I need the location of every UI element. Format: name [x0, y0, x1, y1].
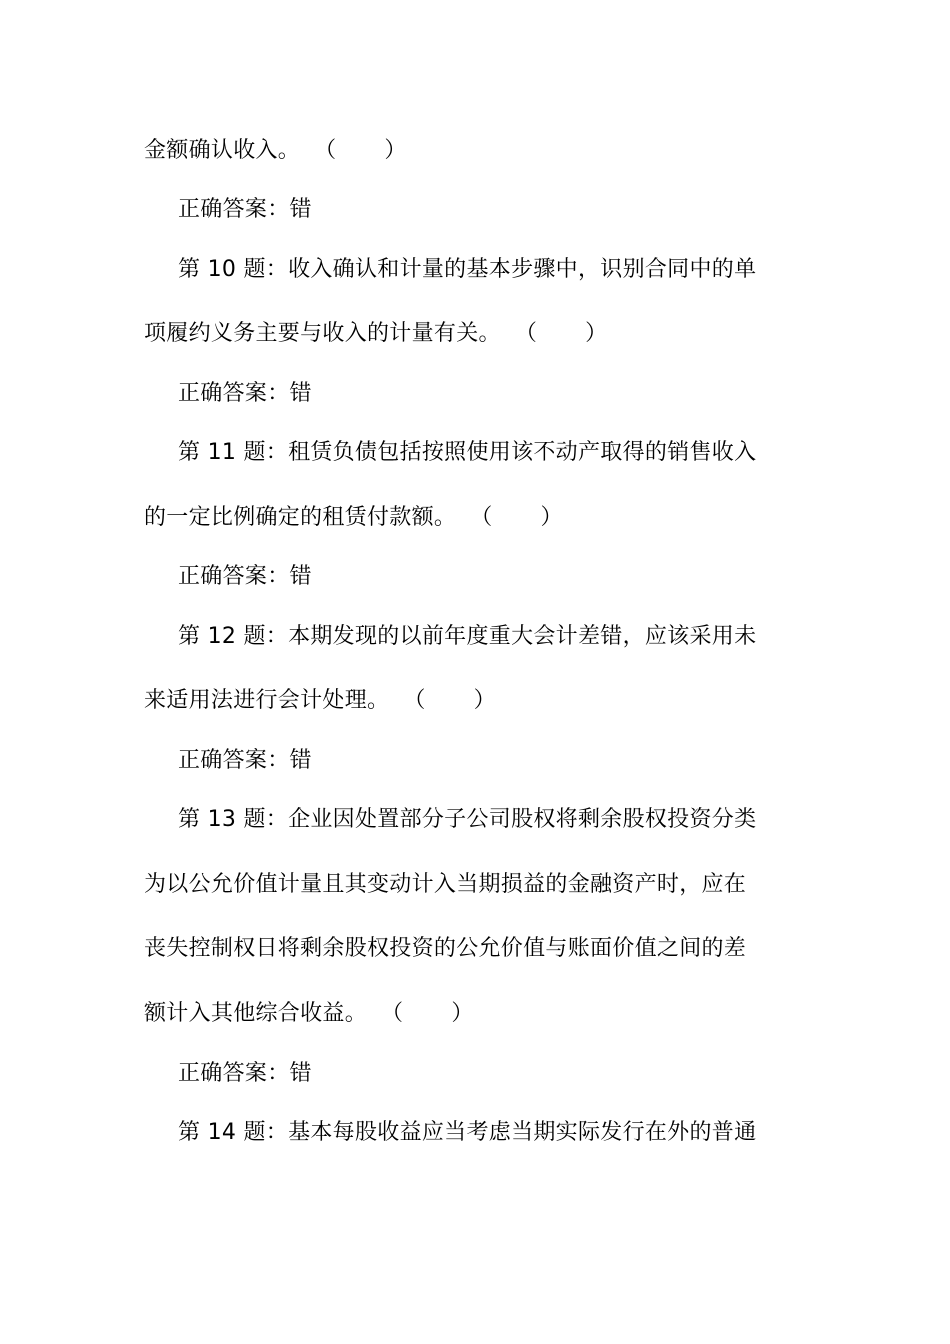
- answer-blank: （ ）: [381, 1001, 474, 1026]
- answer-9: 正确答案：错: [178, 197, 312, 222]
- question-11-line-2: [144, 503, 809, 533]
- text: 额计入其他综合收益。: [144, 1001, 368, 1026]
- answer-11: 正确答案：错: [178, 564, 312, 589]
- question-9-line-2: [144, 136, 809, 166]
- question-13-line-2: 为以公允价值计量且其变动计入当期损益的金融资产时，应在: [144, 872, 747, 897]
- answer-13: 正确答案：错: [178, 1061, 312, 1086]
- question-14-line-1: 第 14 题：基本每股收益应当考虑当期实际发行在外的普通: [178, 1120, 757, 1145]
- text: 项履约义务主要与收入的计量有关。: [144, 321, 501, 346]
- question-12-line-1: 第 12 题：本期发现的以前年度重大会计差错，应该采用未: [178, 624, 757, 649]
- text: 的一定比例确定的租赁付款额。: [144, 505, 457, 530]
- question-10-line-1: 第 10 题：收入确认和计量的基本步骤中，识别合同中的单: [178, 257, 757, 282]
- answer-blank: （ ）: [314, 138, 407, 163]
- question-12-line-2: [144, 686, 809, 716]
- question-11-line-1: 第 11 题：租赁负债包括按照使用该不动产取得的销售收入: [178, 440, 757, 465]
- question-13-line-4: [144, 999, 809, 1029]
- question-10-line-2: [144, 319, 809, 349]
- answer-blank: （ ）: [403, 688, 496, 713]
- answer-12: 正确答案：错: [178, 748, 312, 773]
- answer-10: 正确答案：错: [178, 381, 312, 406]
- answer-blank: （ ）: [470, 505, 563, 530]
- text: 来适用法进行会计处理。: [144, 688, 390, 713]
- question-13-line-1: 第 13 题：企业因处置部分子公司股权将剩余股权投资分类: [178, 807, 757, 832]
- text: 金额确认收入。: [144, 138, 301, 163]
- question-13-line-3: 丧失控制权日将剩余股权投资的公允价值与账面价值之间的差: [144, 936, 747, 961]
- answer-blank: （ ）: [514, 321, 608, 346]
